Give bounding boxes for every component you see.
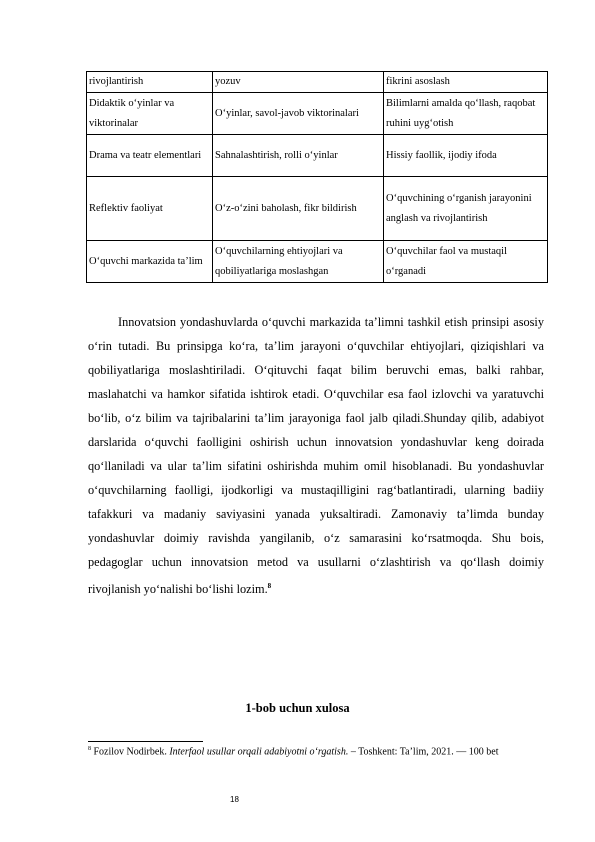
table-cell: O‘z-o‘zini baholash, fikr bildirish	[213, 177, 384, 241]
table-cell: O‘quvchining o‘rganish jarayonini anglash va rivojlantirish	[384, 177, 548, 241]
table-cell: Drama va teatr elementlari	[87, 135, 213, 177]
footnote-title: Interfaol usullar orqali adabiyotni o‘rgatish.	[169, 746, 349, 758]
methods-table	[86, 71, 548, 283]
table-cell: O‘quvchi markazida ta’lim	[87, 241, 213, 283]
footnote	[88, 743, 543, 758]
table-row	[87, 241, 548, 283]
table-cell: O‘quvchilar faol va mustaqil o‘rganadi	[384, 241, 548, 283]
footnote-marker: 8	[88, 746, 91, 752]
table-cell: Reflektiv faoliyat	[87, 177, 213, 241]
footnote-divider	[88, 741, 203, 742]
page-number: 18	[230, 795, 239, 804]
table-cell: O‘quvchilarning ehtiyojlari va qobiliyatlariga moslashgan	[213, 241, 384, 283]
table-cell: rivojlantirish	[87, 72, 213, 93]
table-row	[87, 135, 548, 177]
paragraph-text: Innovatsion yondashuvlarda o‘quvchi markazida ta’limni tashkil etish prinsipi asosiy o‘rin tutadi. Bu prinsipga ko‘ra, ta’lim jarayoni o‘quvchilar ehtiyojlari, qiziqishlari va qobiliyatlariga moslashtiriladi. O‘qituvchi faqat bilim beruvchi emas, balki rahbar, maslahatchi va hamkor sifatida ishtirok etadi. O‘quvchilar esa faol izlovchi va yaratuvchi bo‘lib, o‘z bilim va tajribalarini ta’lim jarayoniga faol jalb qiladi.Shunday qilib, adabiyot darslarida o‘quvchi faolligini oshirish uchun innovatsion yondashuvlar keng doirada qo‘llaniladi va ular ta’lim sifatini oshirishda muhim omil hisoblanadi. Bu yondashuvlar o‘quvchilarning faolligi, ijodkorligi va mustaqilligini rag‘batlantiradi, ularning badiiy tafakkuri va madaniy saviyasini yanada yuksaltiradi. Zamonaviy ta’limda bunday yondashuvlar doimiy ravishda yangilanib, o‘z samarasini ko‘rsatmoqda. Shu bois, pedagoglar uchun innovatsion metod va usullarni o‘zlashtirish va qo‘llash doimiy rivojlanish yo‘nalishi bo‘lishi lozim.	[88, 315, 544, 597]
footnote-author: Fozilov Nodirbek.	[93, 746, 167, 758]
table-cell: yozuv	[213, 72, 384, 93]
table-row	[87, 177, 548, 241]
footnote-reference[interactable]: 8	[267, 582, 272, 590]
table-cell: Hissiy faollik, ijodiy ifoda	[384, 135, 548, 177]
table-row	[87, 93, 548, 135]
body-paragraph	[88, 310, 544, 601]
table-row	[87, 72, 548, 93]
conclusion-heading: 1-bob uchun xulosa	[245, 701, 350, 715]
table-cell: Bilimlarni amalda qo‘llash, raqobat ruhini uyg‘otish	[384, 93, 548, 135]
table-cell: Sahnalashtirish, rolli o‘yinlar	[213, 135, 384, 177]
table-cell: Didaktik o‘yinlar va viktorinalar	[87, 93, 213, 135]
table-cell: fikrini asoslash	[384, 72, 548, 93]
table-cell: O‘yinlar, savol-javob viktorinalari	[213, 93, 384, 135]
footnote-publication: – Toshkent: Ta’lim, 2021. — 100 bet	[350, 746, 499, 758]
